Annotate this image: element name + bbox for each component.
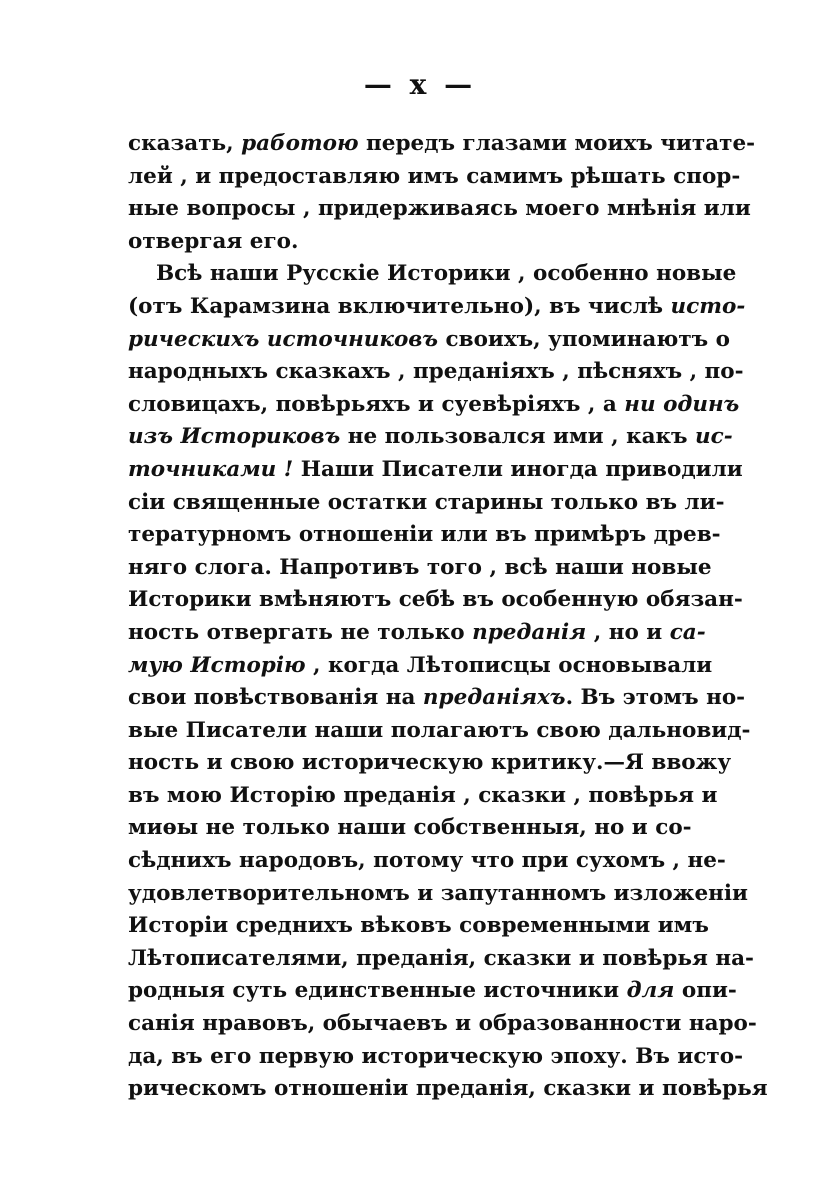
- text-line: [128, 845, 726, 878]
- text-segment: своихъ, упоминаютъ о: [438, 326, 730, 352]
- body-text: [128, 128, 768, 1106]
- text-line: [128, 519, 721, 552]
- text-line: [128, 226, 684, 259]
- text-segment: словицахъ, повѣрьяхъ и суевѣріяхъ , а: [128, 391, 625, 417]
- text-segment: (отъ Карамзина включительно), въ числѣ: [128, 293, 671, 319]
- text-segment: сказать,: [128, 131, 242, 156]
- text-line: [128, 1008, 757, 1041]
- text-segment: удовлетворительномъ и запутанномъ изложеніи: [128, 880, 748, 906]
- text-line: [128, 943, 754, 976]
- text-line: [128, 910, 709, 943]
- text-segment: , когда Лѣтописцы основывали: [305, 652, 713, 678]
- text-line: [128, 128, 756, 161]
- text-segment: тературномъ отношеніи или въ примѣръ древ-: [128, 522, 721, 548]
- text-segment: не пользовался ими , какъ: [340, 424, 696, 450]
- text-segment: да, въ его первую историческую эпоху. Въ исто-: [128, 1043, 744, 1069]
- italic-text: преданіяхъ: [422, 685, 566, 711]
- text-line: [128, 584, 743, 617]
- text-segment: свои повѣствованія на: [128, 685, 423, 711]
- text-segment: . Въ этомъ но-: [565, 685, 746, 711]
- text-line: [128, 650, 713, 683]
- text-segment: Наши Писатели иногда приводили: [293, 456, 743, 482]
- text-segment: опи-: [674, 978, 737, 1004]
- text-segment: , но и: [586, 619, 670, 645]
- text-segment: ность отвергать не только: [128, 619, 473, 645]
- text-segment: сѣднихъ народовъ, потому что при сухомъ , не-: [128, 848, 726, 874]
- text-line: [128, 617, 706, 650]
- text-segment: рическомъ отношеніи преданія, сказки и повѣрья: [128, 1076, 768, 1102]
- text-segment: вые Писатели наши полагаютъ свою дальновид-: [128, 717, 751, 743]
- text-line: [128, 812, 692, 845]
- text-line: [128, 161, 741, 194]
- text-segment: народныхъ сказкахъ , преданіяхъ , пѣсняхъ , по-: [128, 359, 744, 385]
- italic-text: изъ Историковъ: [128, 424, 341, 450]
- text-segment: передъ глазами моихъ читате-: [358, 131, 756, 156]
- italic-text: ни одинъ: [624, 391, 740, 417]
- italic-text: для: [626, 978, 675, 1004]
- text-line: [128, 356, 744, 389]
- text-segment: лей , и предоставляю имъ самимъ рѣшать спор-: [128, 163, 741, 189]
- text-line: [128, 258, 737, 291]
- italic-text: работою: [241, 131, 359, 156]
- text-line: [128, 780, 718, 813]
- italic-text: точниками !: [128, 456, 294, 482]
- page-number: — x —: [363, 68, 477, 101]
- text-segment: няго слога. Напротивъ того , всѣ наши новые: [128, 554, 712, 580]
- text-segment: ные вопросы , придерживаясь моего мнѣнія или: [128, 196, 751, 222]
- text-segment: сіи священные остатки старины только въ ли-: [128, 489, 725, 515]
- text-line: [128, 682, 746, 715]
- text-line: [128, 389, 740, 422]
- text-line: [128, 193, 751, 226]
- text-line: [128, 715, 751, 748]
- text-segment: Исторіи среднихъ вѣковъ современными имъ: [128, 913, 709, 939]
- italic-text: са-: [669, 619, 706, 645]
- italic-text: исто-: [670, 293, 746, 319]
- text-line: [128, 975, 737, 1008]
- text-line: [128, 1073, 768, 1106]
- text-segment: ность и свою историческую критику.—Я ввожу: [128, 750, 732, 776]
- italic-text: мую Исторію: [128, 652, 306, 678]
- italic-text: рическихъ источниковъ: [128, 326, 439, 352]
- text-segment: Лѣтописателями, преданія, сказки и повѣрья на-: [128, 945, 754, 971]
- text-line: [128, 324, 730, 357]
- text-segment: миѳы не только наши собственныя, но и со-: [128, 815, 692, 841]
- text-segment: въ мою Исторію преданія , сказки , повѣрья и: [128, 782, 718, 808]
- text-line: [128, 878, 748, 911]
- italic-text: преданія: [472, 619, 587, 645]
- text-line: [128, 1041, 744, 1074]
- text-segment: Историки вмѣняютъ себѣ въ особенную обязан-: [128, 587, 743, 613]
- text-line: [128, 552, 712, 585]
- text-segment: родныя суть единственные источники: [128, 978, 627, 1004]
- text-line: [128, 454, 743, 487]
- text-segment: отвергая его.: [128, 228, 299, 254]
- text-segment: Всѣ наши Русскіе Историки , особенно новые: [156, 261, 737, 287]
- text-line: [128, 421, 733, 454]
- text-line: [128, 747, 732, 780]
- italic-text: ис-: [695, 424, 733, 450]
- text-line: [128, 487, 725, 520]
- text-line: [128, 291, 746, 324]
- text-segment: санія нравовъ, обычаевъ и образованности наро-: [128, 1011, 757, 1037]
